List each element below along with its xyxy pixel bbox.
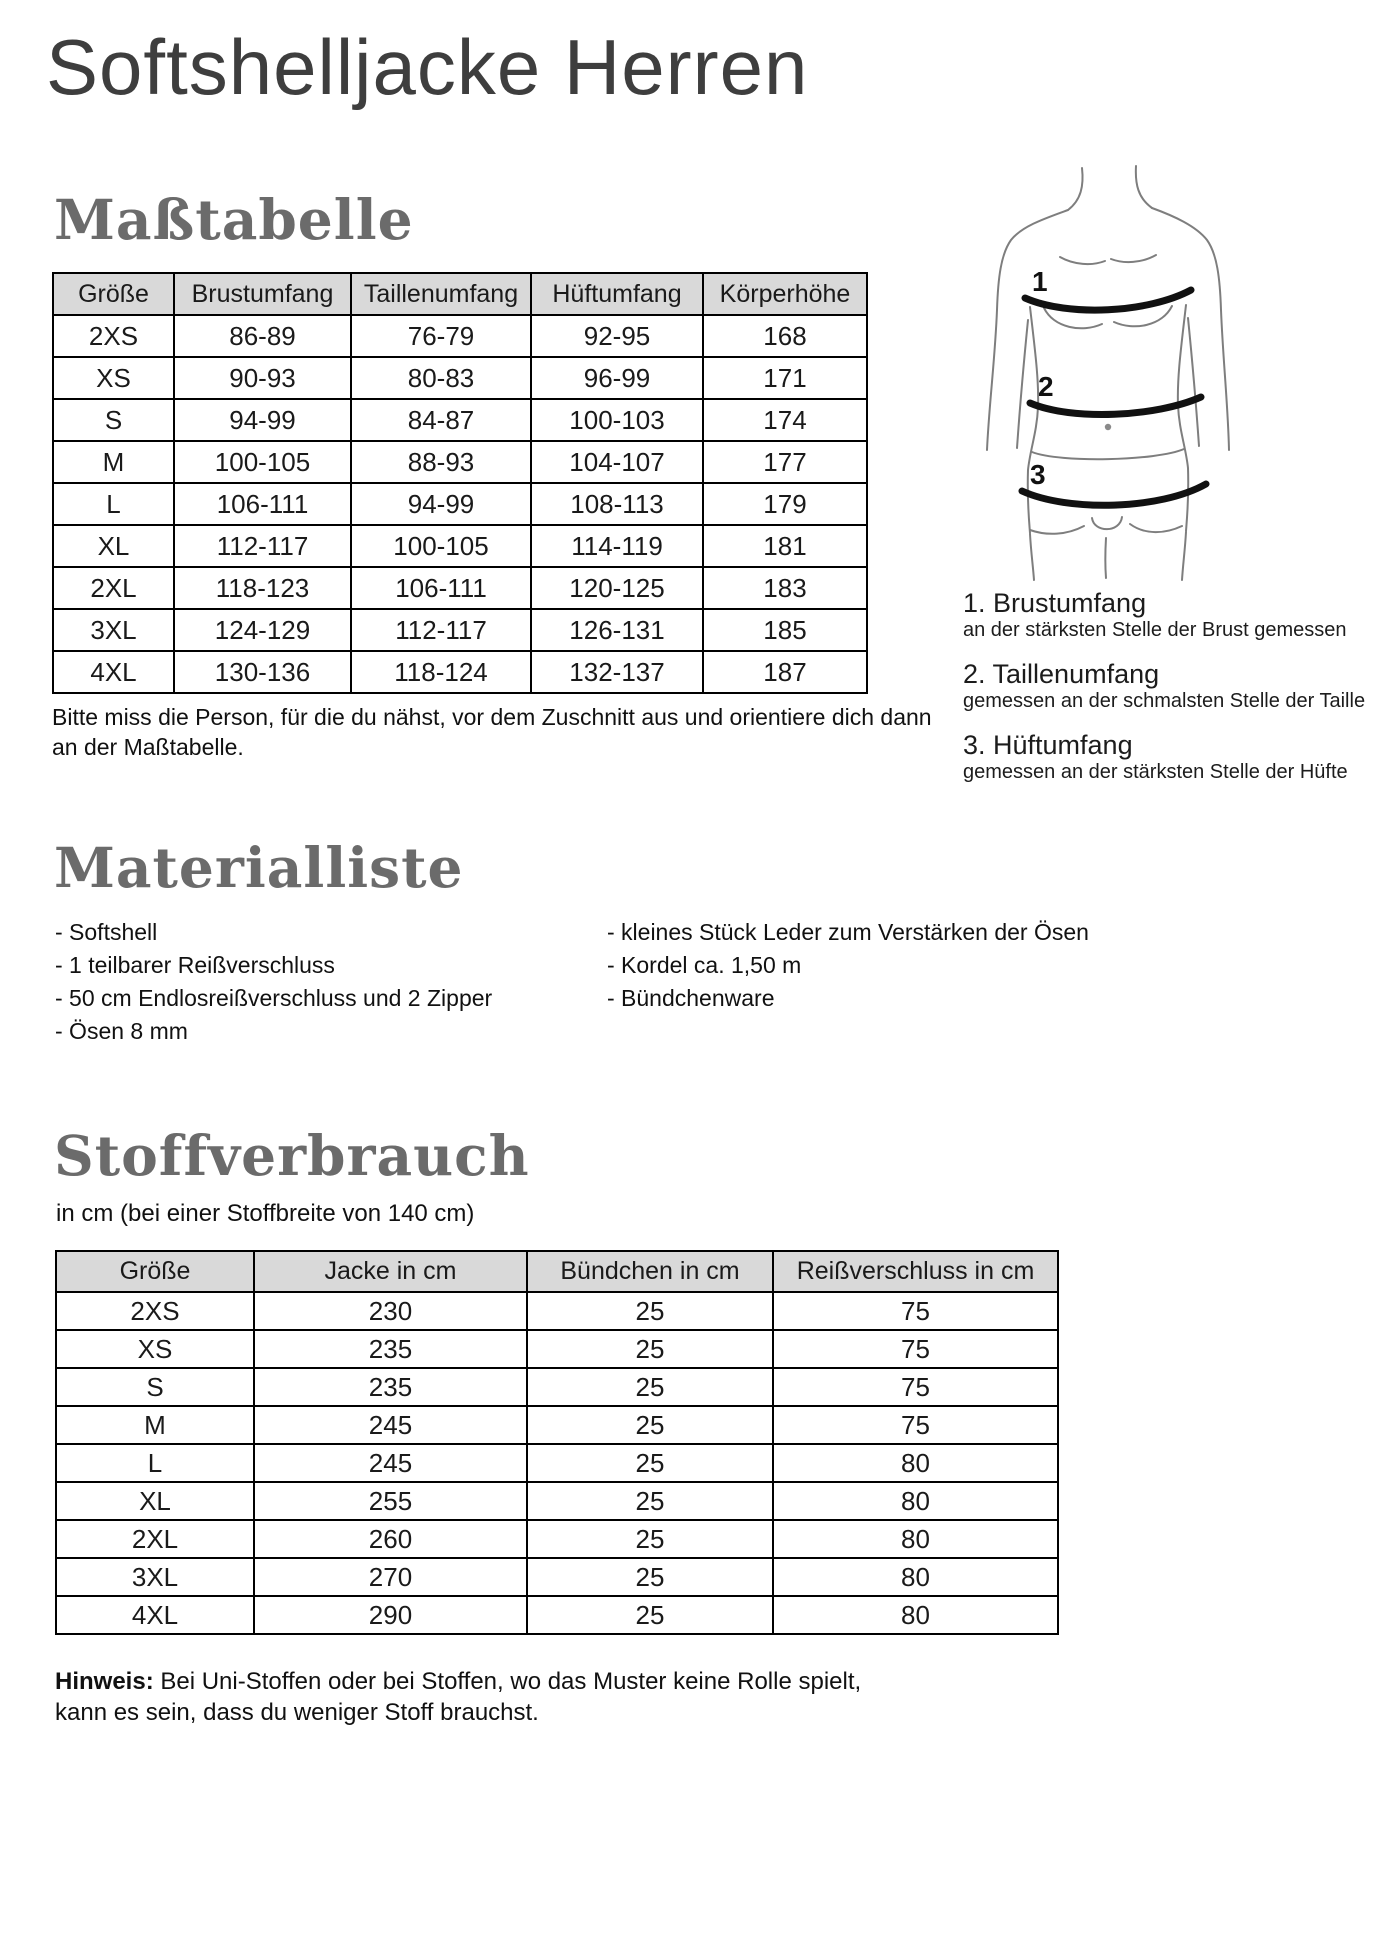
table-cell: 90-93 [174, 357, 351, 399]
column-header: Größe [53, 273, 174, 315]
table-cell: 80-83 [351, 357, 531, 399]
table-row [53, 525, 867, 567]
size-table [52, 272, 868, 694]
table-cell: 112-117 [351, 609, 531, 651]
measuring-note: Bitte miss die Person, für die du nähst, vor dem Zuschnitt aus und orientiere dich dann an der Maßtabelle. [52, 704, 932, 760]
table-cell: XS [56, 1330, 254, 1368]
table-cell: 132-137 [531, 651, 703, 693]
table-row [53, 651, 867, 693]
table-cell: 171 [703, 357, 867, 399]
table-row [53, 567, 867, 609]
table-cell: 260 [254, 1520, 527, 1558]
table-row [56, 1406, 1058, 1444]
table-cell: 4XL [53, 651, 174, 693]
table-cell: 25 [527, 1292, 773, 1330]
table-cell: 75 [773, 1292, 1058, 1330]
material-item: - Softshell [55, 919, 158, 945]
table-cell: 100-103 [531, 399, 703, 441]
table-cell: 130-136 [174, 651, 351, 693]
hip-band [1022, 484, 1206, 505]
table-row [53, 357, 867, 399]
material-item: - kleines Stück Leder zum Verstärken der Ösen [607, 919, 1089, 945]
table-cell: 88-93 [351, 441, 531, 483]
table-cell: 174 [703, 399, 867, 441]
table-cell: 25 [527, 1520, 773, 1558]
table-cell: 80 [773, 1482, 1058, 1520]
table-cell: 120-125 [531, 567, 703, 609]
table-cell: 124-129 [174, 609, 351, 651]
material-item: - Kordel ca. 1,50 m [607, 952, 802, 978]
table-cell: 75 [773, 1368, 1058, 1406]
measure-point-chest [963, 588, 1373, 642]
table-cell: 245 [254, 1406, 527, 1444]
measure-point-hip [963, 730, 1373, 784]
waist-band [1030, 397, 1201, 414]
table-cell: 84-87 [351, 399, 531, 441]
fabric-note-text: Bei Uni-Stoffen oder bei Stoffen, wo das Muster keine Rolle spielt, kann es sein, dass du weniger Stoff brauchst. [55, 1668, 862, 1726]
band-label-1: 1 [1032, 266, 1048, 297]
size-section-heading: Maßtabelle [54, 187, 414, 252]
materials-list-left [55, 916, 600, 1048]
table-cell: 100-105 [351, 525, 531, 567]
table-cell: 235 [254, 1330, 527, 1368]
material-item: - 1 teilbarer Reißverschluss [55, 952, 335, 978]
table-cell: 2XS [56, 1292, 254, 1330]
table-cell: 25 [527, 1596, 773, 1634]
table-cell: 25 [527, 1558, 773, 1596]
table-cell: 2XS [53, 315, 174, 357]
table-cell: 187 [703, 651, 867, 693]
table-cell: 114-119 [531, 525, 703, 567]
materials-section-heading: Materialliste [54, 835, 464, 900]
table-cell: 2XL [53, 567, 174, 609]
column-header: Taillenumfang [351, 273, 531, 315]
table-cell: M [53, 441, 174, 483]
measure-point-title: 3. Hüftumfang [963, 730, 1133, 760]
table-cell: 3XL [56, 1558, 254, 1596]
table-cell: S [56, 1368, 254, 1406]
table-cell: 80 [773, 1558, 1058, 1596]
table-cell: 25 [527, 1330, 773, 1368]
measure-point-title: 2. Taillenumfang [963, 659, 1160, 689]
column-header: Brustumfang [174, 273, 351, 315]
table-cell: 94-99 [174, 399, 351, 441]
table-cell: 25 [527, 1368, 773, 1406]
table-cell: L [56, 1444, 254, 1482]
table-cell: 92-95 [531, 315, 703, 357]
table-cell: 2XL [56, 1520, 254, 1558]
table-cell: 230 [254, 1292, 527, 1330]
table-cell: 25 [527, 1406, 773, 1444]
table-row [56, 1292, 1058, 1330]
table-cell: 104-107 [531, 441, 703, 483]
column-header: Bündchen in cm [527, 1251, 773, 1292]
materials-list-right [607, 916, 1167, 1015]
table-cell: 3XL [53, 609, 174, 651]
table-cell: 118-124 [351, 651, 531, 693]
table-cell: 168 [703, 315, 867, 357]
table-row [56, 1520, 1058, 1558]
table-cell: 25 [527, 1482, 773, 1520]
table-cell: 96-99 [531, 357, 703, 399]
table-cell: 106-111 [174, 483, 351, 525]
table-cell: 112-117 [174, 525, 351, 567]
measure-point-description: gemessen an der schmalsten Stelle der Taille [963, 690, 1366, 712]
chest-band [1025, 290, 1191, 310]
table-cell: 255 [254, 1482, 527, 1520]
table-row [53, 483, 867, 525]
table-cell: 290 [254, 1596, 527, 1634]
table-cell: 185 [703, 609, 867, 651]
fabric-section-subtitle: in cm (bei einer Stoffbreite von 140 cm) [56, 1200, 475, 1227]
table-cell: 235 [254, 1368, 527, 1406]
column-header: Größe [56, 1251, 254, 1292]
table-cell: 75 [773, 1406, 1058, 1444]
table-cell: 4XL [56, 1596, 254, 1634]
table-row [56, 1330, 1058, 1368]
material-item: - Bündchenware [607, 985, 775, 1011]
table-cell: M [56, 1406, 254, 1444]
band-label-2: 2 [1038, 371, 1054, 402]
table-cell: 100-105 [174, 441, 351, 483]
table-row [56, 1596, 1058, 1634]
fabric-table [55, 1250, 1059, 1635]
fabric-note-label: Hinweis: [55, 1668, 154, 1695]
table-cell: 94-99 [351, 483, 531, 525]
table-row [53, 399, 867, 441]
table-row [56, 1482, 1058, 1520]
table-cell: 181 [703, 525, 867, 567]
table-cell: S [53, 399, 174, 441]
table-cell: 80 [773, 1444, 1058, 1482]
page-title: Softshelljacke Herren [46, 23, 809, 111]
table-cell: 80 [773, 1596, 1058, 1634]
torso-diagram-icon [960, 160, 1250, 620]
material-item: - Ösen 8 mm [55, 1018, 188, 1044]
material-item: - 50 cm Endlosreißverschluss und 2 Zipper [55, 985, 493, 1011]
table-cell: 245 [254, 1444, 527, 1482]
table-cell: 75 [773, 1330, 1058, 1368]
table-cell: XL [53, 525, 174, 567]
measure-point-legend [963, 588, 1373, 801]
table-cell: 76-79 [351, 315, 531, 357]
table-cell: 108-113 [531, 483, 703, 525]
table-row [53, 441, 867, 483]
column-header: Hüftumfang [531, 273, 703, 315]
column-header: Reißverschluss in cm [773, 1251, 1058, 1292]
table-cell: 80 [773, 1520, 1058, 1558]
table-cell: 106-111 [351, 567, 531, 609]
table-header-row [56, 1251, 1058, 1292]
measure-point-title: 1. Brustumfang [963, 588, 1147, 618]
fabric-section-heading: Stoffverbrauch [54, 1123, 530, 1188]
table-cell: XS [53, 357, 174, 399]
table-cell: L [53, 483, 174, 525]
table-row [56, 1368, 1058, 1406]
table-cell: 183 [703, 567, 867, 609]
table-cell: 25 [527, 1444, 773, 1482]
table-cell: 118-123 [174, 567, 351, 609]
table-row [53, 315, 867, 357]
table-cell: 179 [703, 483, 867, 525]
table-row [56, 1444, 1058, 1482]
fabric-note [55, 1666, 915, 1728]
body-measurement-figure [960, 160, 1250, 620]
measure-point-waist [963, 659, 1373, 713]
table-cell: 126-131 [531, 609, 703, 651]
table-header-row [53, 273, 867, 315]
navel-dot [1105, 424, 1111, 430]
table-cell: 177 [703, 441, 867, 483]
table-cell: XL [56, 1482, 254, 1520]
table-row [53, 609, 867, 651]
column-header: Körperhöhe [703, 273, 867, 315]
measure-point-description: gemessen an der stärksten Stelle der Hüfte [963, 761, 1348, 783]
table-cell: 270 [254, 1558, 527, 1596]
measure-point-description: an der stärksten Stelle der Brust gemessen [963, 619, 1347, 641]
band-label-3: 3 [1030, 459, 1046, 490]
column-header: Jacke in cm [254, 1251, 527, 1292]
table-cell: 86-89 [174, 315, 351, 357]
table-row [56, 1558, 1058, 1596]
